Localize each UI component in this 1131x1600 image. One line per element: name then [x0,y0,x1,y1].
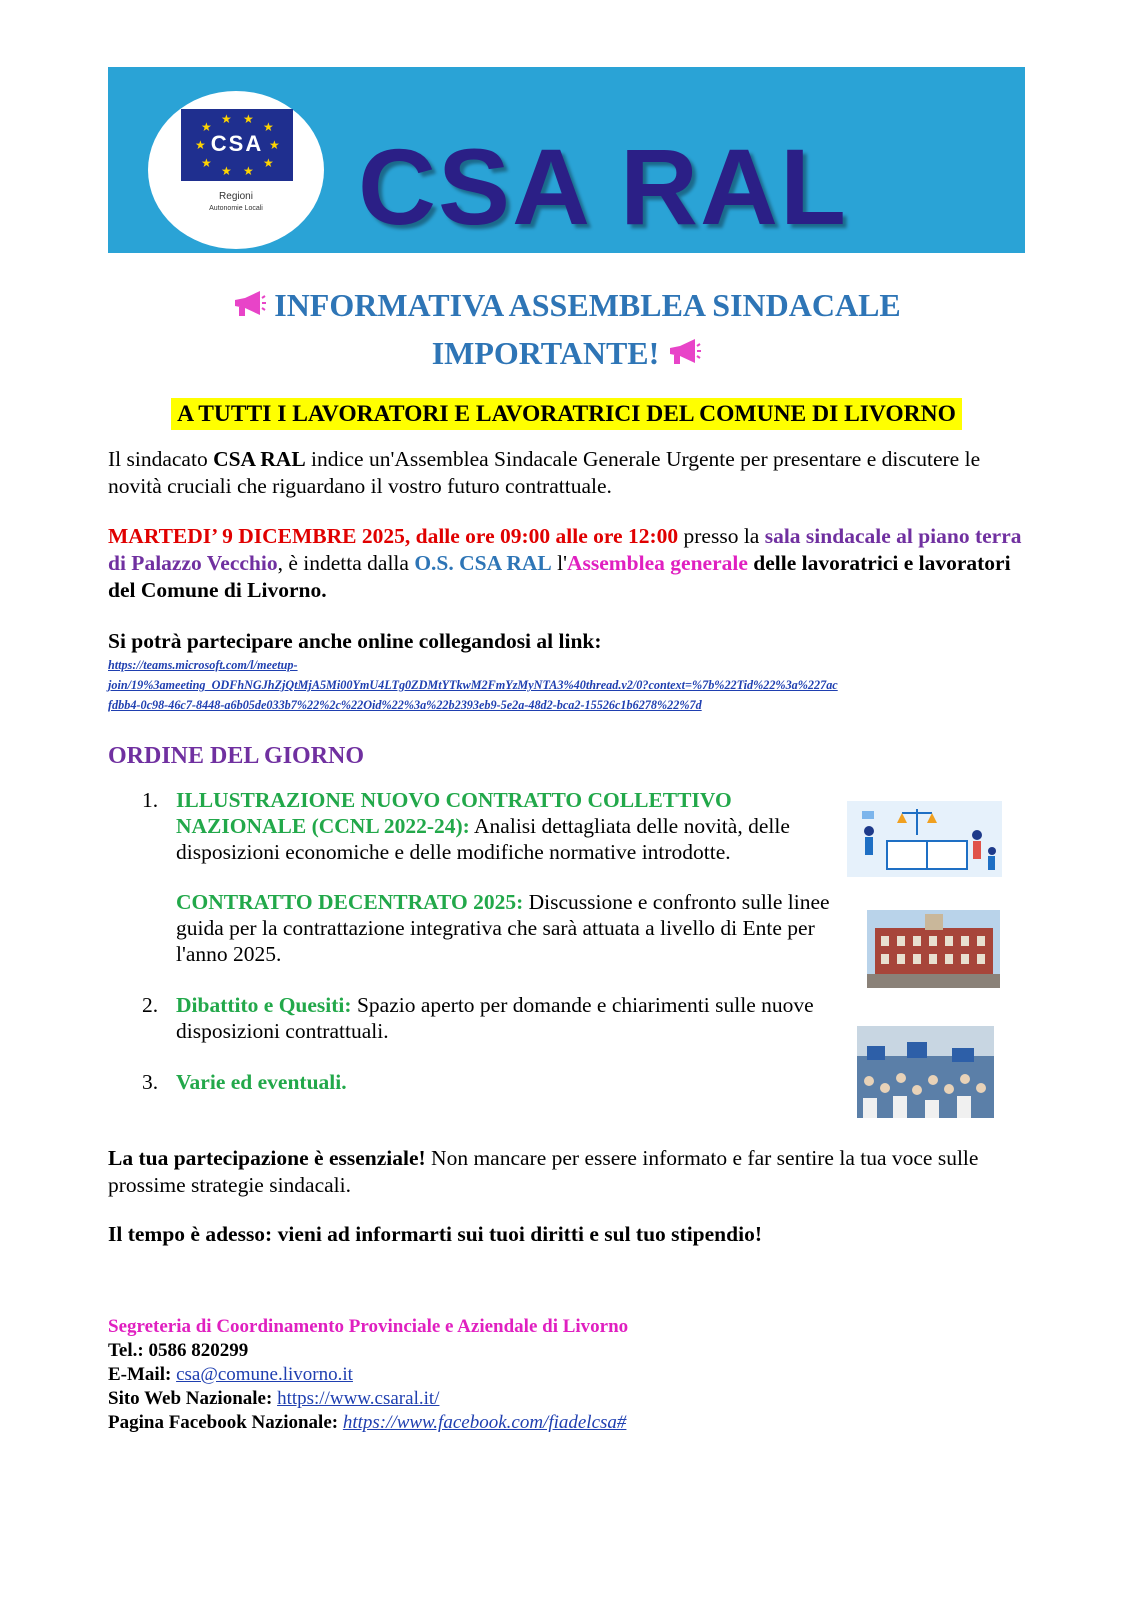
closing-final [108,1221,1028,1248]
eu-flag-icon [181,109,293,181]
megaphone-icon [232,286,266,331]
intro-paragraph [108,446,1028,500]
agenda-item [176,889,836,967]
banner-title: CSA RAL [358,126,848,247]
agenda-item-body: Analisi dettagliata delle novità, delle disposizioni economiche e delle modifiche normative introdotte. [176,814,790,864]
logo-csa-text: CSA [210,131,264,156]
palazzo-vecchio-photo [867,910,1000,988]
meeting-paragraph [108,523,1028,604]
teams-link-line[interactable]: https://teams.microsoft.com/l/meetup- [108,658,298,672]
audience-highlight: A TUTTI I LAVORATORI E LAVORATRICI DEL COMUNE DI LIVORNO [171,398,962,430]
footer-tel [108,1339,628,1363]
megaphone-icon [667,334,701,379]
meeting-assembly: Assemblea generale [566,551,748,575]
teams-link-line[interactable]: fdbb4-0c98-46c7-8448-a6b05de033b7%22%2c%22Oid%22%3a%22b2393eb9-5e2a-48d2-bca2-15526c1b6278%22%7d [108,698,702,712]
svg-text:★: ★ [195,138,206,152]
closing-final-text: Il tempo è adesso: vieni ad informarti sui tuoi diritti e sul tuo stipendio! [108,1222,762,1246]
svg-text:★: ★ [201,156,212,170]
closing-text: Non mancare per essere informato e far sentire la tua voce sulle prossime strategie sindacali. [108,1146,979,1197]
web-label: Sito Web Nazionale: [108,1388,273,1409]
agenda-number: 1. [142,788,159,812]
svg-text:★: ★ [221,112,232,126]
intro-text-rest: indice un'Assemblea Sindacale Generale Urgente per presentare e discutere le novità cruciali che riguardano il vostro futuro contrattuale. [108,447,981,498]
agenda-number: 3. [142,1070,159,1094]
agenda-item [176,1069,836,1095]
tel-value: 0586 820299 [143,1340,249,1361]
meeting-text: , è indetta dalla [277,551,415,575]
meeting-date: MARTEDI’ 9 DICEMBRE 2025, dalle ore 09:00 alle ore 12:00 [108,524,679,548]
agenda-item-body: Spazio aperto per domande e chiarimenti sulle nuove disposizioni contrattuali. [176,993,814,1043]
facebook-label: Pagina Facebook Nazionale: [108,1412,339,1433]
intro-text: Il sindacato [108,447,214,471]
meeting-place: sala sindacale al piano terra di Palazzo Vecchio [108,524,1022,575]
footer-contacts [108,1315,628,1435]
headline [108,283,1025,379]
agenda-item-body: Discussione e confronto sulle linee guida per la contrattazione integrativa che sarà attuata a livello di Ente per l'anno 2025. [176,890,830,966]
teams-link[interactable] [108,654,1028,714]
agenda-title: ORDINE DEL GIORNO [108,743,365,769]
svg-text:★: ★ [221,164,232,178]
footer-facebook [108,1411,628,1435]
online-label: Si potrà partecipare anche online collegandosi al link: [108,629,602,653]
crowd-photo [857,1026,994,1118]
svg-text:★: ★ [201,120,212,134]
svg-text:★: ★ [243,164,254,178]
tel-label: Tel.: [108,1340,144,1361]
svg-text:★: ★ [269,138,280,152]
agenda-item-head: ILLUSTRAZIONE NUOVO CONTRATTO COLLETTIVO NAZIONALE (CCNL 2022-24): [176,788,732,838]
csa-logo [148,91,324,249]
agenda-item-head: CONTRATTO DECENTRATO 2025: [176,890,524,914]
svg-text:★: ★ [263,120,274,134]
closing-paragraph [108,1145,1028,1199]
footer-org: Segreteria di Coordinamento Provinciale e Aziendale di Livorno [108,1316,629,1337]
agenda-item [176,992,836,1044]
website-link[interactable]: https://www.csaral.it/ [277,1388,440,1409]
headline-line2: IMPORTANTE! [431,335,660,372]
footer-email [108,1363,628,1387]
meeting-org: O.S. CSA RAL [414,551,552,575]
headline-line1: INFORMATIVA ASSEMBLEA SINDACALE [274,287,901,323]
meeting-text: presso la [678,524,765,548]
svg-text:★: ★ [263,156,274,170]
online-section [108,628,1028,655]
agenda-item-head: Varie ed eventuali. [176,1070,347,1094]
agenda-item [176,787,836,865]
email-link[interactable]: csa@comune.livorno.it [176,1364,353,1385]
closing-bold: La tua partecipazione è essenziale! [108,1146,426,1170]
agenda-item-head: Dibattito e Quesiti: [176,993,352,1017]
logo-subtitle: Regioni [219,191,253,202]
facebook-link[interactable]: https://www.facebook.com/fiadelcsa# [342,1412,627,1433]
audience-wrapper [108,398,1025,430]
teams-link-line[interactable]: join/19%3ameeting_ODFhNGJhZjQtMjA5Mi00YmU4LTg0ZDMtYTkwM2FmYzMyNTA3%40thread.v2/0?context=%7b%22Tid%22%3a%227ac [108,678,838,692]
svg-text:★: ★ [243,112,254,126]
meeting-audience: delle lavoratrici e lavoratori del Comune di Livorno. [108,551,1011,602]
logo-subtitle-small: Autonomie Locali [209,205,263,212]
footer-web [108,1387,628,1411]
contract-illustration [847,801,1002,877]
meeting-text: l' [551,551,567,575]
email-label: E-Mail: [108,1364,172,1385]
agenda-number: 2. [142,993,159,1017]
intro-org: CSA RAL [213,447,306,471]
header-banner [108,67,1025,253]
